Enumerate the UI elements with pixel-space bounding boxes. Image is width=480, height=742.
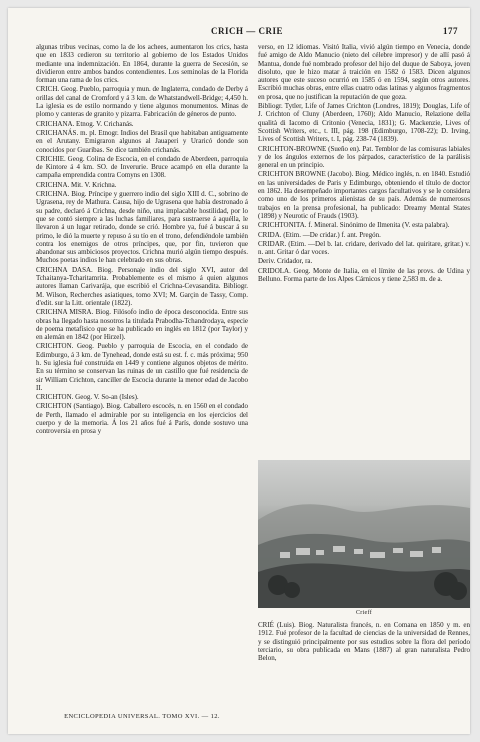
entry-paragraph: algunas tribus vecinas, como la de los achees, aumentaron los crics, hasta que en 1833 cedieron su territorio al gobierno de los Estados Unidos mediante una indemnización. En 1864, durante la guerra de Secesión, se dividieron entre ambos bandos contendientes. Los seminolas de la Florida forman una rama de los crics. <box>36 43 248 85</box>
entry-paragraph: CRIDA. (Etim. —De cridar.) f. ant. Pregón. <box>258 230 381 239</box>
entry-paragraph: verso, en 12 idiomas. Visitó Italia, vivió algún tiempo en Venecia, donde fué amigo de Aldo Manucio (nieto del célebre impresor) y de allí pasó á Mantua, donde fué nombrado profesor del hijo del duque de Saboya, joven disoluto, que le hizo matar á traición en 1582 ó 1583. Dicen algunos autores que este suceso ocurrió en 1585 ó en 1594, según otros autores. Escribió muchas obras, entre ellas cuatro odas latinas y algunos fragmentos en prosa, que no justifican la reputación de que goza. <box>258 43 470 101</box>
entry-paragraph: CRICHTONITA. f. Mineral. Sinónimo de Ilmenita (V. esta palabra). <box>258 221 450 230</box>
page-footer: ENCICLOPEDIA UNIVERSAL. TOMO XVI. — 12. <box>64 713 220 720</box>
page-header <box>36 26 458 40</box>
entry-paragraph: CRICHTON BROWNE (Jacobo). Biog. Médico inglés, n. en 1840. Estudió en las universidades de Paris y Edimburgo, obteniendo el título de doctor en 1862. Ha desempeñado importantes cargos facultativos y se le considera como uno de los primeros alienistas de su país. Además de numerosos trabajos en la prensa profesional, ha publicado: Dreamy Mental States (1898) y Neurotic of Frauds (1903). <box>258 170 470 220</box>
left-column <box>36 43 248 711</box>
running-title: CRICH — CRIE <box>210 26 283 36</box>
photo-caption: Crieff <box>355 610 373 616</box>
photo-illustration <box>258 460 470 608</box>
entry-paragraph: CRICHTON. Geog. V. So-an (Isles). <box>36 393 139 402</box>
entry-paragraph: CRICHNA. Mit. V. Krichna. <box>36 180 117 189</box>
entry-paragraph: CRIDAR. (Etim. —Del b. lat. cridare, derivado del lat. quiritare, gritar.) v. n. ant. Gritar ó dar voces. <box>258 239 470 257</box>
entry-paragraph: Bibliogr. Tytler, Life of James Crichton (Londres, 1819); Douglas, Life of J. Crichton of Cluny (Aberdeen, 1760); Aldo Manucio, Relazione della qualità di Iacomo di Critonio (Venecia, 1831); G. Mackenzie, Lives of Scottish Writers, etc., t. III, pág. 198 (Edimburgo, 1708-22); D. Irving, Lives of Scottish Writers, t. I, pág. 238-74 (1839). <box>258 102 470 144</box>
town-photograph <box>258 460 470 608</box>
entry-paragraph: CRICH. Geog. Pueblo, parroquia y mun. de Inglaterra, condado de Derby á orillas del canal de Cromford y á 3 km. de Whatstandwell-Bridge; 4,450 h. La iglesia es de estilo normando y tiene algunos monumentos. Minas de plomo y canteras de granito y pizarra. Fabricación de géneros de punto. <box>36 85 248 119</box>
entry-paragraph: CRICHTON-BROWNE (Sueño en). Pat. Temblor de las comisuras labiales y de los ángulos externos de los párpados, característico de la parálisis general en un principio. <box>258 144 470 170</box>
entry-paragraph: CRICHTON. Geog. Pueblo y parroquia de Escocia, en el condado de Edimburgo, á 3 km. de Tynehead, donde está su est. f. c. más próxima; 950 h. Su iglesia fué construida en 1449 y contiene algunos objetos de mérito. En su término se conservan las ruinas de un castillo que fué residencia de sir William Crichton, canciller de Escocia durante la menor edad de Jacobo II. <box>36 342 248 392</box>
entry-paragraph: CRIDOLA. Geog. Monte de Italia, en el límite de las provs. de Udina y Belluno. Forma parte de los Alpes Cárnicos y tiene 2,583 m. de a. <box>258 266 470 284</box>
entry-paragraph: CRICHANÁS. m. pl. Etnogr. Indios del Brasil que habitaban antiguamente en el Arutany. Emigraron algunos al Jauaperi y Uraricó donde son conocidos por Guaribas. Se dice también crichanás. <box>36 128 248 154</box>
entry-paragraph: CRICHNA DASA. Biog. Personaje indio del siglo XVI, autor del Tchaitanya-Tcharitamrita. Probablemente es el mismo á quien algunos autores llaman Carivarája, que escribió el Crichna-Cevasandita. Bibliogr. M. Wilson, Recherches asiatiques, tomo XVI; M. Garçin de Tassy, Comp. d'edit. sur la Litt. orientale (1822). <box>36 265 248 307</box>
encyclopedia-page <box>8 8 470 734</box>
entry-paragraph: Deriv. Cridador, ra. <box>258 257 313 266</box>
right-column <box>258 43 470 453</box>
entry-paragraph: CRICHANA. Etnog. V. Crichanás. <box>36 119 134 128</box>
entry-paragraph: CRICHNA. Biog. Príncipe y guerrero indio del siglo XIII d. C., sobrino de Ugrasena, rey de Mathura. Causa, hijo de Ugrasena que había destronado á su padre, declaró á Crichna, desde niño, una implacable hostilidad, por lo que se contó siempre a las luchas familiares, para sustraerse á aquélla, le llevaron á un lugar retirado, donde se crió. Hombre ya, fué á buscar á su primo, le dió la muerte y repuso á su tío en el trono, defendiéndole también contra los enemigos de otros príncipes, que, por fin, tuvieron que abandonar sus ambiciosos proyectos. Crichna murió algún tiempo después. Muchos poetas indios le han celebrado en sus obras. <box>36 190 248 265</box>
bottom-right-entry: CRIÉ (Luis). Biog. Naturalista francés, n. en Comana en 1850 y m. en 1912. Fué profesor de la facultad de ciencias de la universidad de Rennes, y se distinguió principalmente por sus estudios sobre la flora del período terciario, su obra publicada en Mans (1887) al gran naturalista Pedro Belon, <box>258 621 470 663</box>
entry-paragraph: CRICHTON (Santiago). Biog. Caballero escocés, n. en 1560 en el condado de Perth, llamado el admirable por su inteligencia en los ejercicios del cuerpo y de la memoria. Á los 21 años fué á París, donde sostuvo una controversia en prosa y <box>36 402 248 436</box>
entry-paragraph: CRICHIE. Geog. Colina de Escocia, en el condado de Aberdeen, parroquia de Kintore á 4 km. SO. de Inverurie. Bruce acampó en ella durante la campaña emprendida contra Comyns en 1308. <box>36 154 248 180</box>
page-number: 177 <box>443 26 458 36</box>
entry-paragraph: CRICHNA MISRA. Biog. Filósofo indio de época desconocida. Entre sus obras ha llegado hasta nosotros la titulada Prabodha-Tchandrodaya, especie de poema metafísico que se ha publicado en inglés en 1812 (por Taylor) y en alemán en 1842 (por Hirzel). <box>36 308 248 342</box>
